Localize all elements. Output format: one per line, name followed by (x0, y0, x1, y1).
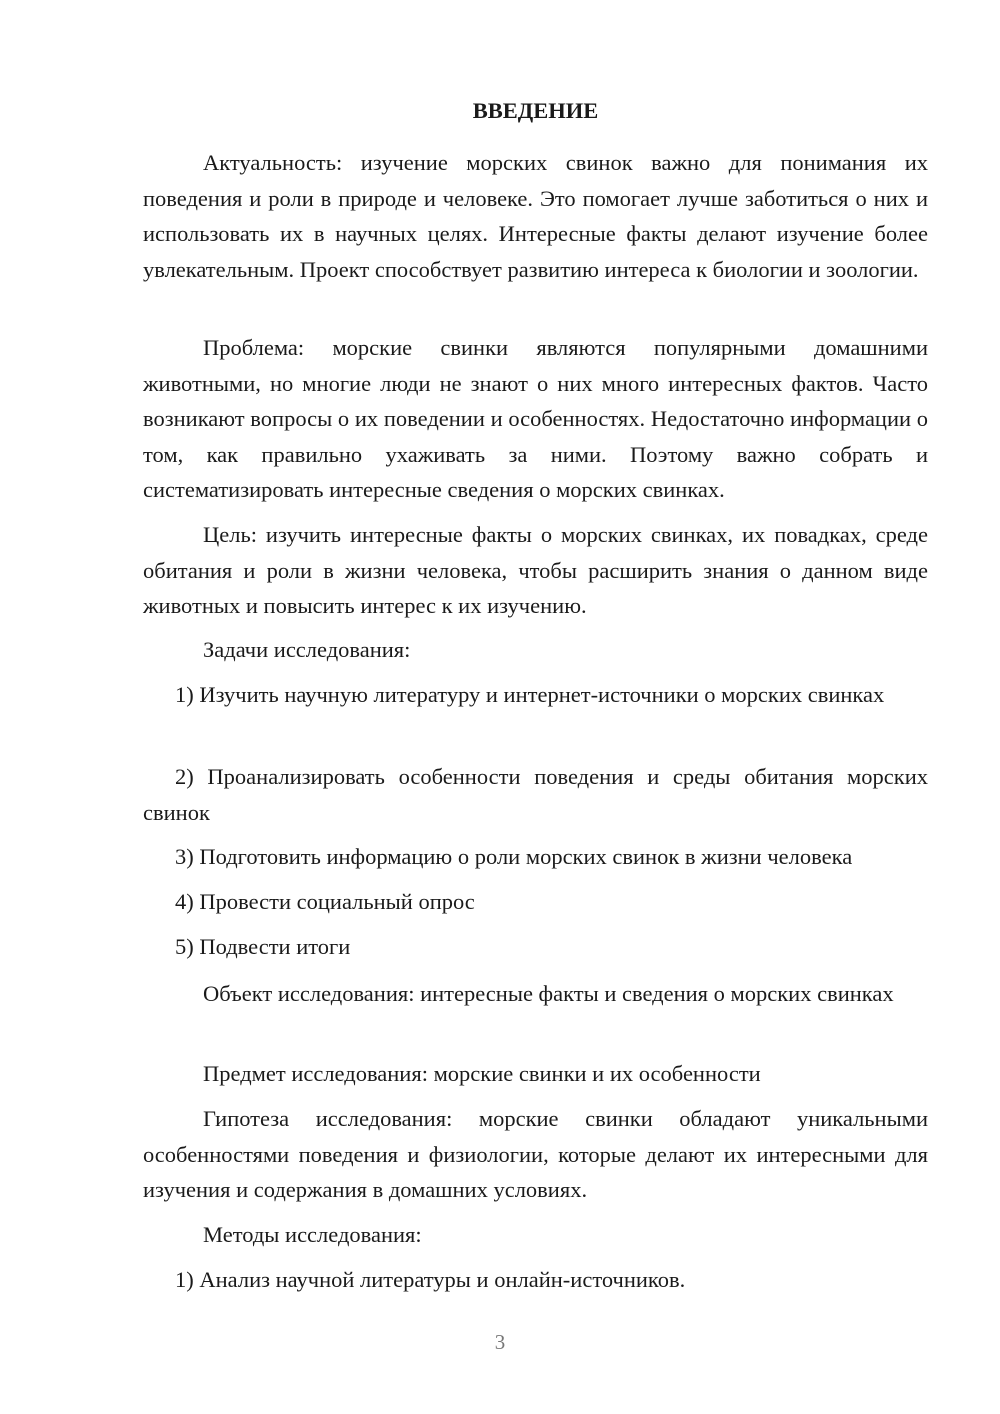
object-paragraph: Объект исследования: интересные факты и сведения о морских свинках (203, 981, 894, 1006)
relevance-paragraph: Актуальность: изучение морских свинок важно для понимания их поведения и роли в природе и человеке. Это помогает лучше заботиться о них и использовать их в научных целях. Интересные факты делают изучение более увлекательным. Проект способствует развитию интереса к биологии и зоологии. (143, 150, 928, 282)
page-title: ВВЕДЕНИЕ (472, 98, 599, 123)
page-number: 3 (494, 1330, 506, 1354)
task-item-2: 2) Проанализировать особенности поведения и среды обитания морских свинок (143, 764, 928, 825)
task-item-4: 4) Провести социальный опрос (175, 889, 475, 914)
goal-paragraph: Цель: изучить интересные факты о морских свинках, их повадках, среде обитания и роли в жизни человека, чтобы расширить знания о данном виде животных и повысить интерес к их изучению. (143, 522, 928, 618)
hypothesis-paragraph: Гипотеза исследования: морские свинки обладают уникальными особенностями поведения и физиологии, которые делают их интересными для изучения и содержания в домашних условиях. (143, 1106, 928, 1202)
task-item-3: 3) Подготовить информацию о роли морских свинок в жизни человека (175, 844, 853, 869)
task-item-1: 1) Изучить научную литературу и интернет-источники о морских свинках (175, 682, 885, 707)
tasks-heading: Задачи исследования: (203, 637, 411, 662)
methods-heading: Методы исследования: (203, 1222, 422, 1247)
subject-paragraph: Предмет исследования: морские свинки и их особенности (203, 1061, 761, 1086)
problem-paragraph: Проблема: морские свинки являются популярными домашними животными, но многие люди не знают о них много интересных фактов. Часто возникают вопросы о их поведении и особенностях. Недостаточно информации о том, как правильно ухаживать за ними. Поэтому важно собрать и систематизировать интересные сведения о морских свинках. (143, 335, 928, 502)
task-item-5: 5) Подвести итоги (175, 934, 351, 959)
method-item-1: 1) Анализ научной литературы и онлайн-источников. (175, 1267, 686, 1292)
